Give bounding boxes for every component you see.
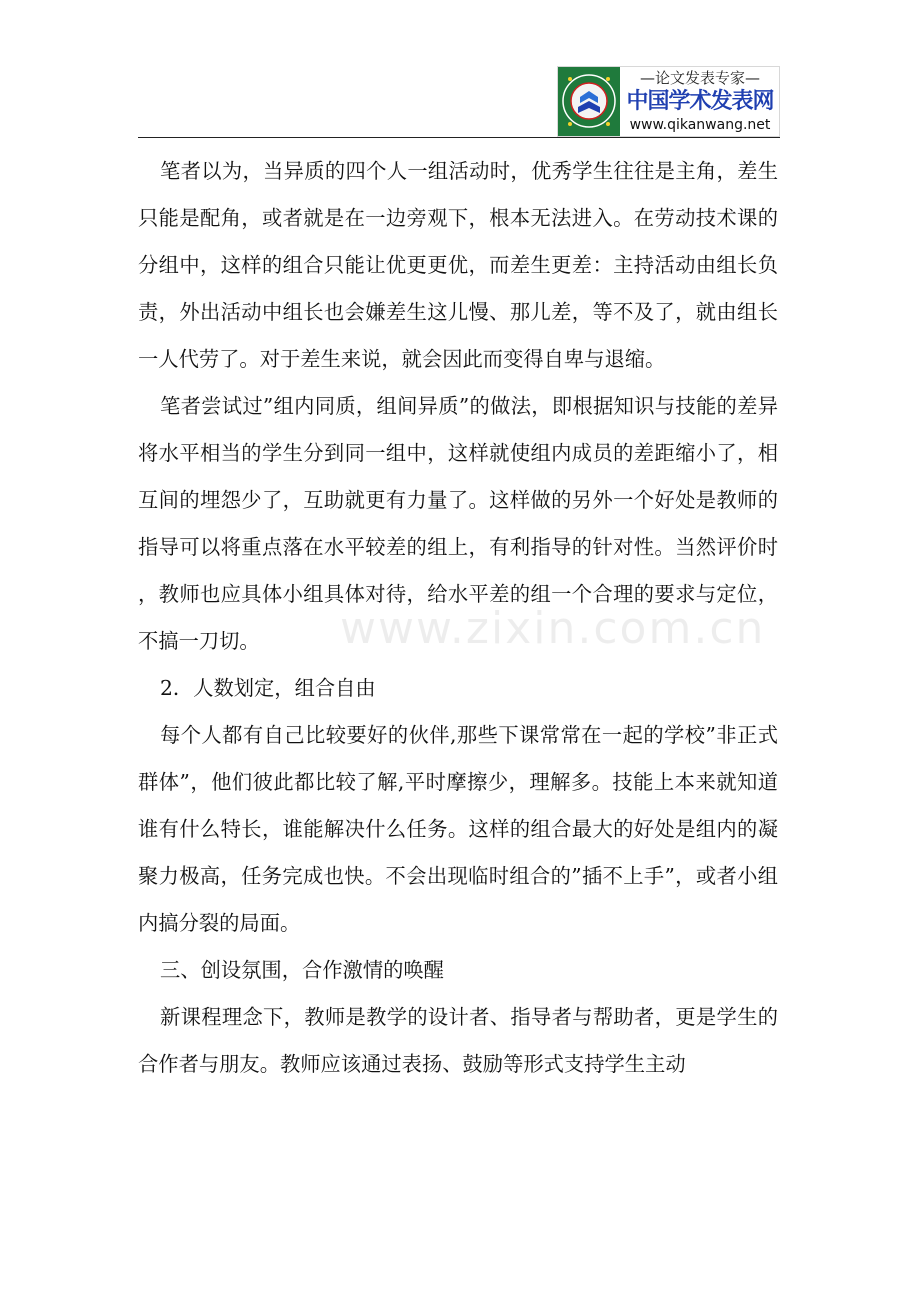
paragraph-2: 笔者尝试过”组内同质，组间异质”的做法，即根据知识与技能的差异将水平相当的学生分到同一组中，这样就使组内成员的差距缩小了，相互间的埋怨少了，互助就更有力量了。这样做的另外一个好处是教师的指导可以将重点落在水平较差的组上，有利指导的针对性。当然评价时，教师也应具体小组具体对待，给水平差的组一个合理的要求与定位，不搞一刀切。 — [138, 394, 778, 653]
document-body — [138, 148, 778, 1088]
logo-tagline: —论文发表专家— — [639, 69, 760, 87]
section-heading-3: 三、创设氛围，合作激情的唤醒 — [160, 958, 444, 982]
logo-url: www.qikanwang.net — [629, 117, 771, 133]
watermark: www.zixin.com.cn — [340, 603, 766, 654]
paragraph-3: 每个人都有自己比较要好的伙伴,那些下课常常在一起的学校”非正式群体”，他们彼此都比较了解,平时摩擦少，理解多。技能上本来就知道谁有什么特长，谁能解决什么任务。这样的组合最大的好处是组内的凝聚力极高，任务完成也快。不会出现临时组合的”插不上手”，或者小组内搞分裂的局面。 — [138, 723, 778, 935]
header-divider — [138, 137, 780, 138]
section-heading-2: 2．人数划定，组合自由 — [160, 676, 376, 700]
seal-emblem-icon — [558, 67, 620, 136]
paragraph-4: 新课程理念下，教师是教学的设计者、指导者与帮助者，更是学生的合作者与朋友。教师应该通过表扬、鼓励等形式支持学生主动 — [138, 1005, 778, 1076]
site-logo — [557, 66, 780, 137]
paragraph-1: 笔者以为，当异质的四个人一组活动时，优秀学生往往是主角，差生只能是配角，或者就是在一边旁观下，根本无法进入。在劳动技术课的分组中，这样的组合只能让优更更优，而差生更差：主持活动由组长负责，外出活动中组长也会嫌差生这儿慢、那儿差，等不及了，就由组长一人代劳了。对于差生来说，就会因此而变得自卑与退缩。 — [138, 159, 778, 371]
logo-site-name: 中国学术发表网 — [626, 89, 774, 114]
